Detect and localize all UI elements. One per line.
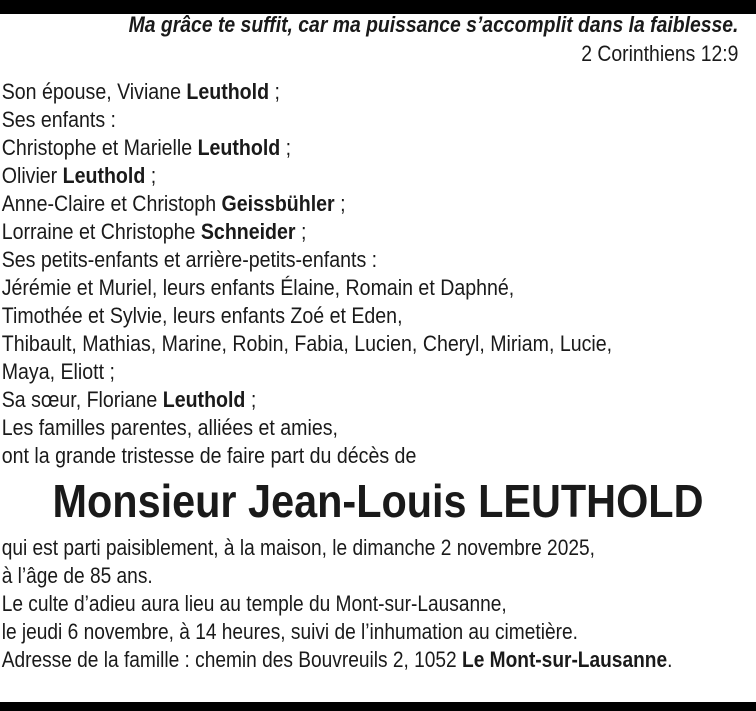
text-line: Timothée et Sylvie, leurs enfants Zoé et Eden, (1, 303, 403, 328)
epigraph-quote: Ma grâce te suffit, car ma puissance s’accomplit dans la faiblesse. (128, 12, 739, 37)
text-line: à l’âge de 85 ans. (1, 563, 153, 588)
text-line: Adresse de la famille : chemin des Bouvreuils 2, 1052 Le Mont-sur-Lausanne. (1, 647, 673, 672)
text-line: Les familles parentes, alliées et amies, (1, 415, 338, 440)
text-line: Sa sœur, Floriane Leuthold ; (1, 387, 257, 412)
text-line: Ses petits-enfants et arrière-petits-enfants : (1, 247, 378, 272)
epigraph-reference: 2 Corinthiens 12:9 (581, 41, 739, 66)
text-line: Thibault, Mathias, Marine, Robin, Fabia, Lucien, Cheryl, Miriam, Lucie, (1, 331, 613, 356)
text-line: Jérémie et Muriel, leurs enfants Élaine, Romain et Daphné, (1, 275, 515, 300)
text-line: Lorraine et Christophe Schneider ; (1, 219, 307, 244)
text-line: Le culte d’adieu aura lieu au temple du Mont-sur-Lausanne, (1, 591, 507, 616)
text-line: Anne-Claire et Christoph Geissbühler ; (1, 191, 346, 216)
bottom-border-bar (0, 702, 756, 711)
text-line: Son épouse, Viviane Leuthold ; (1, 79, 280, 104)
text-line: ont la grande tristesse de faire part du décès de (1, 443, 417, 468)
text-line: le jeudi 6 novembre, à 14 heures, suivi de l’inhumation au cimetière. (1, 619, 578, 644)
text-line: Olivier Leuthold ; (1, 163, 157, 188)
funeral-details (0, 534, 673, 674)
epigraph (91, 0, 756, 68)
text-line: Maya, Eliott ; (1, 359, 115, 384)
text-line: Ses enfants : (1, 107, 117, 132)
text-line: Christophe et Marielle Leuthold ; (1, 135, 292, 160)
deceased-name-title: Monsieur Jean-Louis LEUTHOLD (52, 475, 704, 527)
family-announcement (0, 78, 658, 470)
text-line: qui est parti paisiblement, à la maison, le dimanche 2 novembre 2025, (1, 535, 595, 560)
